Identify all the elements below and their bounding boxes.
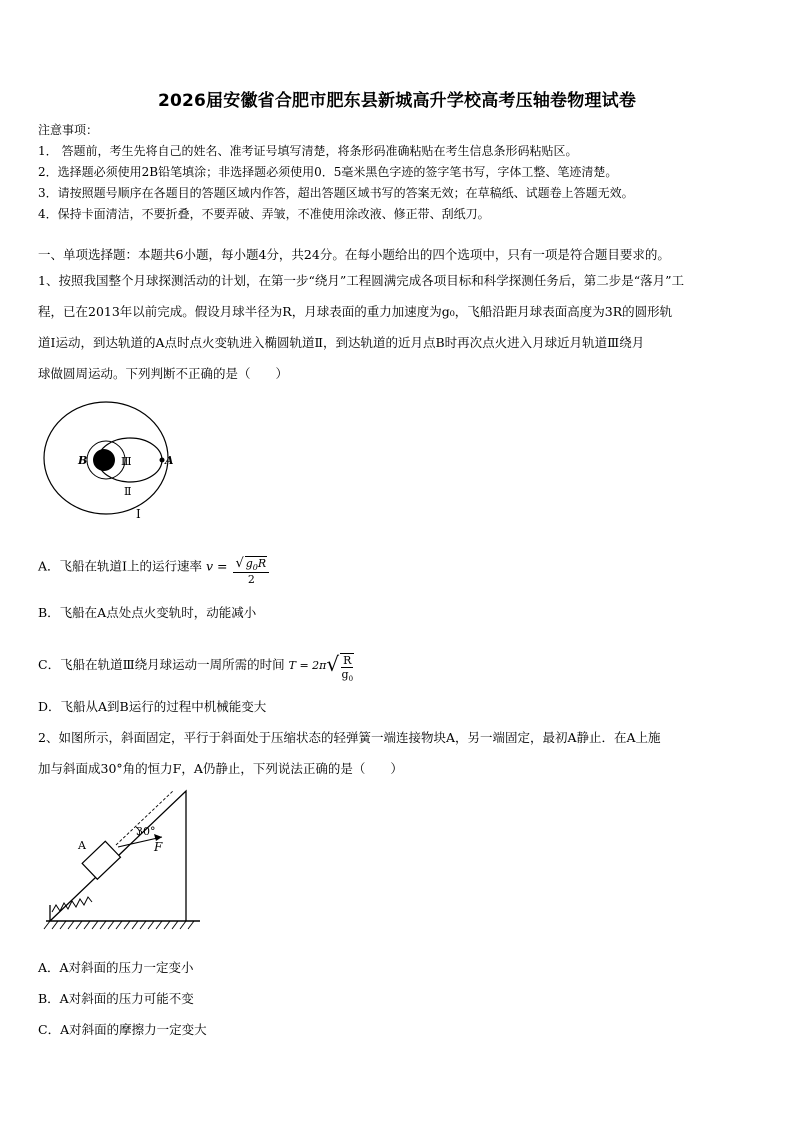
q1-option-c: C．飞船在轨道Ⅲ绕月球运动一周所需的时间 T = 2π√ $\frac{R}{g_0}$ (38, 652, 354, 684)
q1-option-b: B．飞船在A点处点火变轨时，动能减小 (38, 605, 257, 620)
incline-diagram (38, 785, 208, 945)
q1-option-c-lhs: T = 2π (288, 659, 327, 672)
orbit-diagram (38, 400, 178, 525)
q1-option-c-fraction (340, 653, 354, 683)
q1-a-sub: 0 (252, 563, 258, 573)
q1-c-sub: 0 (348, 675, 354, 684)
label-block-A: A (78, 839, 86, 852)
ground-hatch (44, 921, 194, 929)
notice-item-4: 4．保持卡面清洁，不要折叠，不要弄破、弄皱，不准使用涂改液、修正带、刮纸刀。 (38, 207, 490, 221)
notice-heading: 注意事项： (38, 123, 99, 137)
section-heading: 一、单项选择题：本题共6小题，每小题4分，共24分。在每小题给出的四个选项中，只有一项是符合题目要求的。 (38, 247, 670, 262)
notice-item-2: 2．选择题必须使用2B铅笔填涂；非选择题必须使用0．5毫米黑色字迹的签字笔书写，字体工整、笔迹清楚。 (38, 165, 618, 179)
q1-line-3: 道Ⅰ运动，到达轨道的A点时点火变轨进入椭圆轨道Ⅱ，到达轨道的近月点B时再次点火进入月球近月轨道Ⅲ绕月 (38, 335, 645, 350)
q1-line-2: 程，已在2013年以前完成。假设月球半径为R，月球表面的重力加速度为g₀，飞船沿距月球表面高度为3R的圆形轨 (38, 304, 673, 319)
q2-line-2: 加与斜面成30°角的恒力F，A仍静止，下列说法正确的是（ ） (38, 761, 403, 776)
page-title: 2026届安徽省合肥市肥东县新城高升学校高考压轴卷物理试卷 (157, 91, 637, 111)
q1-line-4: 球做圆周运动。下列判断不正确的是（ ） (38, 366, 289, 381)
moon-icon (93, 449, 115, 471)
point-A-dot (160, 458, 165, 463)
q1-line-1: 1、按照我国整个月球探测活动的计划，在第一步“绕月”工程圆满完成各项目标和科学探测任务后，第二步是“落月”工 (38, 273, 685, 288)
q2-option-c: C．A对斜面的摩擦力一定变大 (38, 1022, 207, 1037)
q1-a-R: R (257, 557, 267, 570)
q1-option-a-lhs: v = (205, 558, 228, 574)
notice-item-3: 3．请按照题号顺序在各题目的答题区域内作答，超出答题区域书写的答案无效；在草稿纸、试题卷上答题无效。 (38, 186, 634, 200)
label-II: Ⅱ (124, 485, 132, 498)
q1-option-a-fraction: $\frac{√ g_0R}{2}$ (233, 556, 269, 586)
q2-option-a: A．A对斜面的压力一定变小 (38, 960, 194, 975)
q1-option-a (38, 552, 269, 587)
q2-line-1: 2、如图所示，斜面固定，平行于斜面处于压缩状态的轻弹簧一端连接物块A，另一端固定，最初A静止．在A上施 (38, 730, 661, 745)
label-A: A (165, 454, 174, 467)
label-angle: 30° (136, 825, 156, 838)
label-I: Ⅰ (136, 507, 141, 521)
block-A (82, 841, 120, 879)
q1-option-a-text: A．飞船在轨道Ⅰ上的运行速率 (38, 558, 202, 574)
q2-option-b: B．A对斜面的压力可能不变 (38, 991, 194, 1006)
q1-c-num: R (343, 654, 352, 668)
q1-option-c-text: C．飞船在轨道Ⅲ绕月球运动一周所需的时间 (38, 657, 285, 672)
notice-item-1: 1． 答题前，考生先将自己的姓名、准考证号填写清楚，将条形码准确粘贴在考生信息条形码粘贴区。 (38, 144, 578, 158)
q1-a-den: 2 (247, 573, 255, 587)
label-force-F: F (154, 840, 163, 854)
label-B: B (78, 454, 88, 467)
label-III: Ⅲ (121, 455, 132, 468)
q1-option-d: D．飞船从A到B运行的过程中机械能变大 (38, 699, 267, 714)
q1-a-g: g (245, 557, 253, 570)
q1-c-g: g (341, 668, 349, 682)
